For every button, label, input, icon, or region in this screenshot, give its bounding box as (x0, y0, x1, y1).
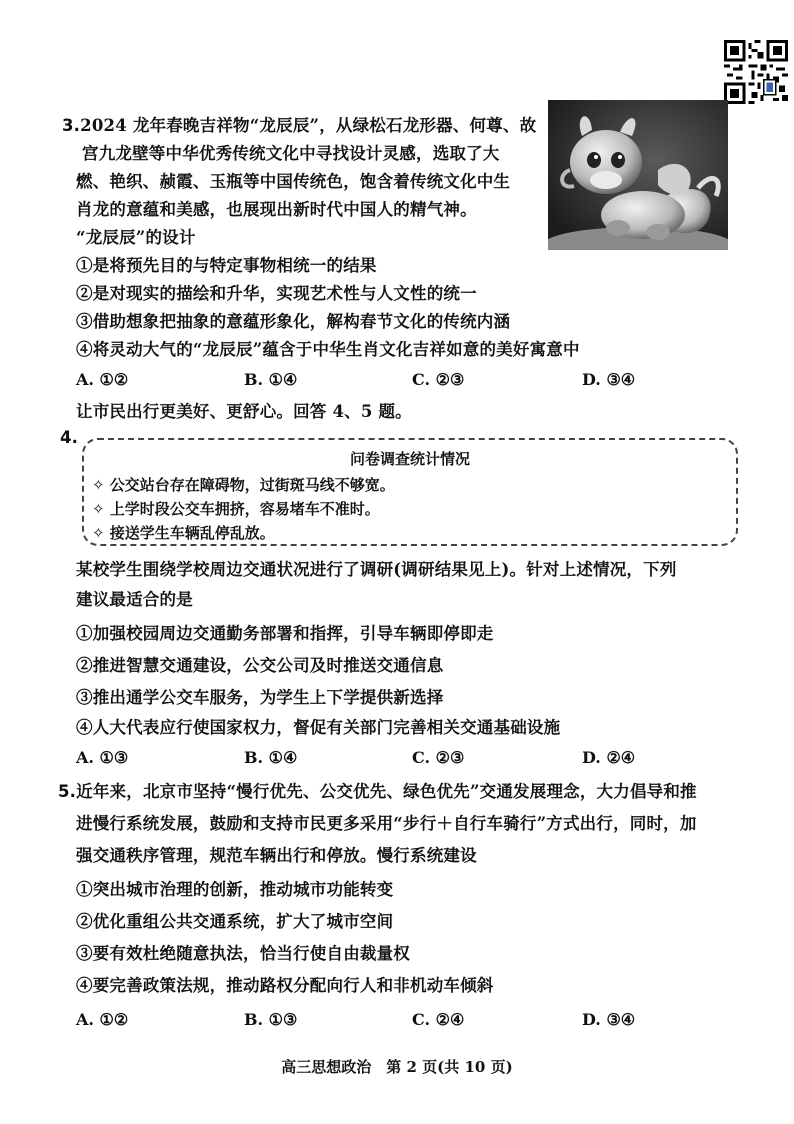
stem-line: 2024 龙年春晚吉祥物“龙辰辰”，从绿松石龙形器、何尊、故 (80, 116, 537, 135)
qr-code-icon (724, 40, 788, 104)
answer-item: ②优化重组公共交通系统，扩大了城市空间 (76, 912, 394, 931)
option-c: C. ②③ (412, 748, 465, 767)
option-b: B. ①④ (244, 370, 298, 389)
answer-item: ①加强校园周边交通勤务部署和指挥，引导车辆即停即走 (76, 624, 494, 643)
stem-line: 肖龙的意蕴和美感，也展现出新时代中国人的精气神。 (76, 200, 477, 219)
answer-item: ①突出城市治理的创新，推动城市功能转变 (76, 880, 394, 899)
option-d: D. ③④ (582, 370, 636, 389)
stem-line: 燃、艳织、赪霞、玉瓶等中国传统色，饱含着传统文化中生 (76, 172, 511, 191)
answer-item: ④要完善政策法规，推动路权分配向行人和非机动车倾斜 (76, 976, 494, 995)
option-a: A. ①② (76, 370, 129, 389)
answer-item: ②推进智慧交通建设，公交公司及时推送交通信息 (76, 656, 444, 675)
options-row (76, 1010, 776, 1032)
option-c: C. ②④ (412, 1010, 465, 1029)
option-b: B. ①④ (244, 748, 298, 767)
option-d: D. ②④ (582, 748, 636, 767)
option-c: C. ②③ (412, 370, 465, 389)
answer-item: ③借助想象把抽象的意蕴形象化，解构春节文化的传统内涵 (76, 312, 511, 331)
answer-item: ④将灵动大气的“龙辰辰”蕴含于中华生肖文化吉祥如意的美好寓意中 (76, 340, 580, 359)
stem-line: 建议最适合的是 (76, 590, 193, 609)
question-number: 3. (62, 116, 81, 135)
stem-line: 强交通秩序管理，规范车辆出行和停放。慢行系统建设 (76, 846, 477, 865)
stem-line: 宫九龙壁等中华优秀传统文化中寻找设计灵感，选取了大 (82, 144, 500, 163)
stem-line: 某校学生围绕学校周边交通状况进行了调研(调研结果见上)。针对上述情况，下列 (76, 560, 677, 579)
survey-box (82, 438, 738, 546)
dragon-mascot-photo (548, 100, 728, 250)
survey-item: ✧ 上学时段公交车拥挤，容易堵车不准时。 (92, 500, 380, 518)
survey-title: 问卷调查统计情况 (349, 450, 470, 468)
question-number: 4. (60, 428, 79, 447)
shared-intro: 让市民出行更美好、更舒心。回答 4、5 题。 (76, 402, 412, 421)
option-a: A. ①② (76, 1010, 129, 1029)
answer-item: ②是对现实的描绘和升华，实现艺术性与人文性的统一 (76, 284, 477, 303)
options-row (76, 748, 776, 770)
options-row (76, 370, 776, 392)
answer-item: ③要有效杜绝随意执法，恰当行使自由裁量权 (76, 944, 410, 963)
page-footer: 高三思想政治 第 2 页(共 10 页) (281, 1058, 513, 1076)
option-d: D. ③④ (582, 1010, 636, 1029)
question-number: 5. (58, 782, 77, 801)
survey-item: ✧ 公交站台存在障碍物，过街斑马线不够宽。 (92, 476, 395, 494)
option-b: B. ①③ (244, 1010, 298, 1029)
answer-item: ①是将预先目的与特定事物相统一的结果 (76, 256, 377, 275)
answer-item: ④人大代表应行使国家权力，督促有关部门完善相关交通基础设施 (76, 718, 561, 737)
stem-line: “龙辰辰”的设计 (76, 228, 196, 247)
survey-item: ✧ 接送学生车辆乱停乱放。 (92, 524, 275, 542)
answer-item: ③推出通学公交车服务，为学生上下学提供新选择 (76, 688, 444, 707)
option-a: A. ①③ (76, 748, 129, 767)
stem-line: 近年来，北京市坚持“慢行优先、公交优先、绿色优先”交通发展理念，大力倡导和推 (76, 782, 697, 801)
stem-line: 进慢行系统发展，鼓励和支持市民更多采用“步行＋自行车骑行”方式出行，同时，加 (76, 814, 697, 833)
